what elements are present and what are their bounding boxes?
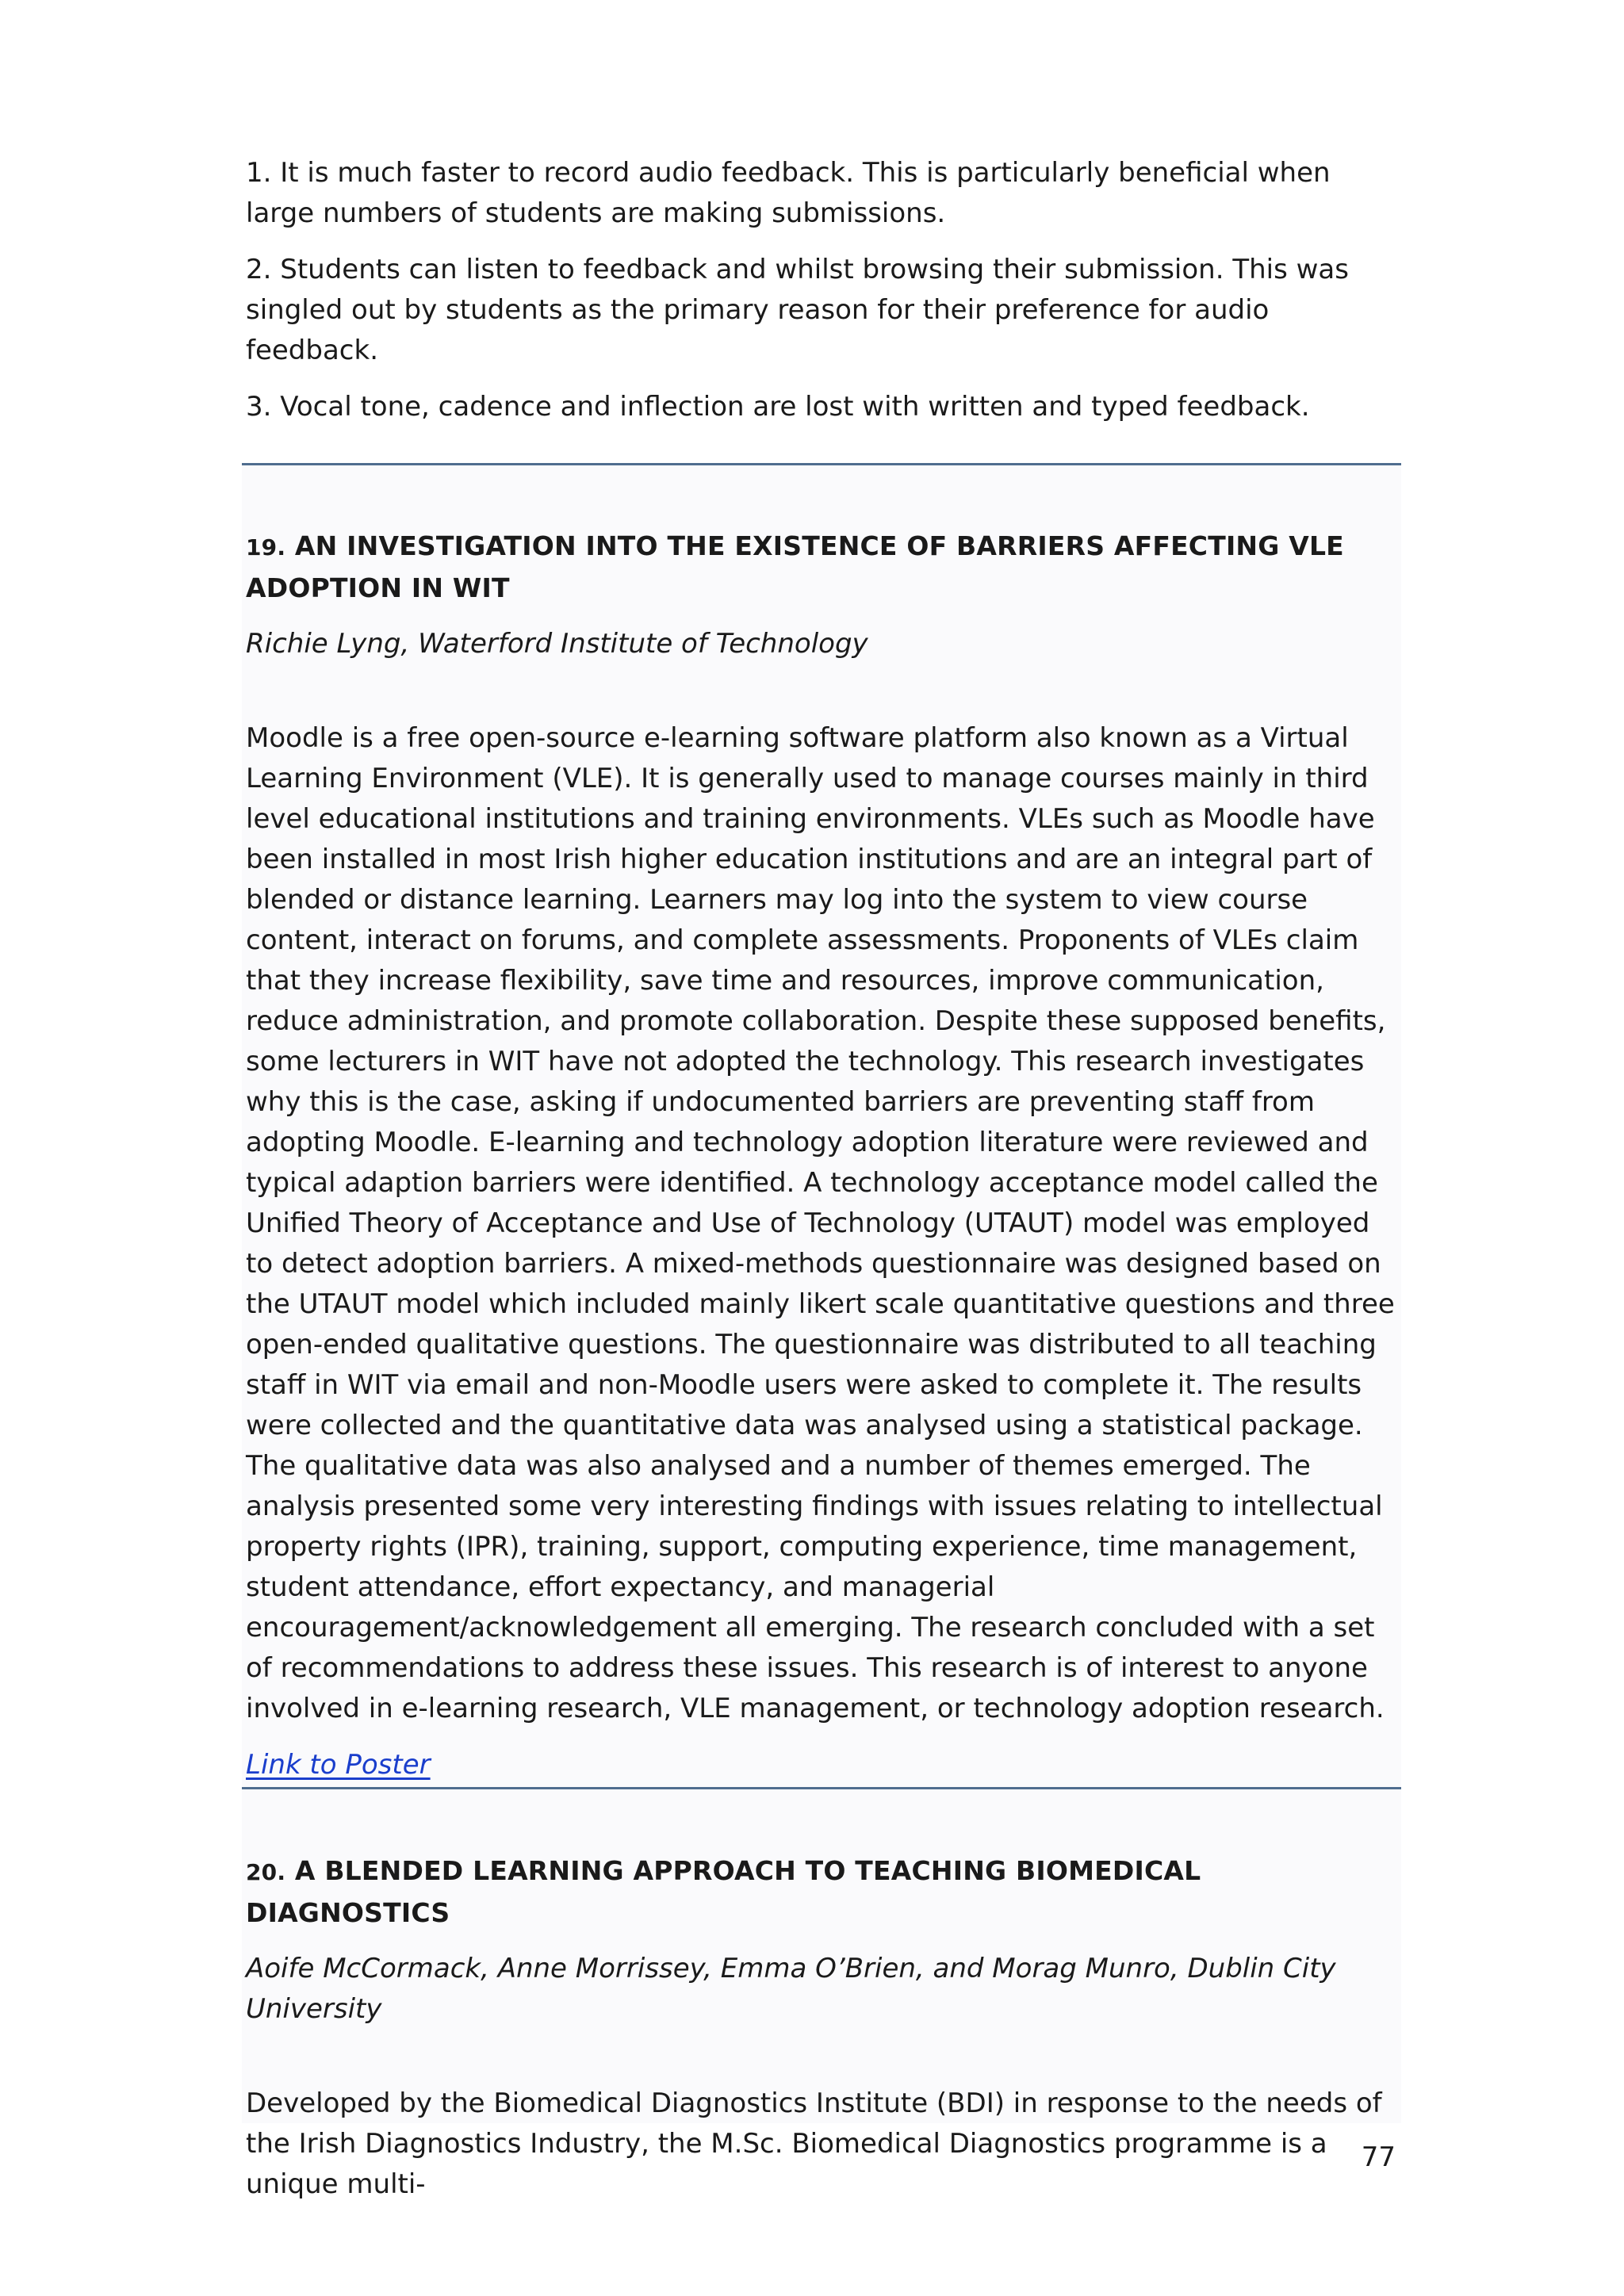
section-title: A BLENDED LEARNING APPROACH TO TEACHING BIOMEDICAL DIAGNOSTICS — [246, 1855, 1201, 1928]
section-abstract: Developed by the Biomedical Diagnostics Institute (BDI) in response to the needs of the Irish Diagnostics Industry, the M.Sc. Biomedical Diagnostics programme is a unique multi- — [246, 2087, 1382, 2200]
section-19 — [246, 526, 1404, 1785]
list-item: 3. Vocal tone, cadence and inflection are lost with written and typed feedback. — [246, 391, 1310, 423]
feedback-benefits-list — [246, 153, 1404, 443]
section-divider — [242, 463, 1401, 465]
section-number: 20. — [246, 1859, 286, 1885]
section-divider — [242, 1787, 1401, 1789]
page-number: 77 — [1361, 2141, 1396, 2173]
list-item: 2. Students can listen to feedback and whilst browsing their submission. This was singled out by students as the primary reason for their preference for audio feedback. — [246, 254, 1349, 366]
poster-link[interactable]: Link to Poster — [246, 1749, 431, 1781]
section-20 — [246, 1850, 1404, 2205]
section-authors: Aoife McCormack, Anne Morrissey, Emma O’Brien, and Morag Munro, Dublin City University — [246, 1953, 1336, 2025]
section-abstract: Moodle is a free open-source e-learning software platform also known as a Virtual Learning Environment (VLE). It is generally used to manage courses mainly in third level educational institutions and training environments. VLEs such as Moodle have been installed in most Irish higher education institutions and are an integral part of blended or distance learning. Learners may log into the system to view course content, interact on forums, and complete assessments. Proponents of VLEs claim that they increase flexibility, save time and resources, improve communication, reduce administration, and promote collaboration. Despite these supposed benefits, some lecturers in WIT have not adopted the technology. This research investigates why this is the case, asking if undocumented barriers are preventing staff from adopting Moodle. E-learning and technology adoption literature were reviewed and typical adaption barriers were identified. A technology acceptance model called the Unified Theory of Acceptance and Use of Technology (UTAUT) model was employed to detect adoption barriers. A mixed-methods questionnaire was designed based on the UTAUT model which included mainly likert scale quantitative questions and three open-ended qualitative questions. The questionnaire was distributed to all teaching staff in WIT via email and non-Moodle users were asked to complete it. The results were collected and the quantitative data was analysed using a statistical package. The qualitative data was also analysed and a number of themes emerged. The analysis presented some very interesting findings with issues relating to intellectual property rights (IPR), training, support, computing experience, time management, student attendance, effort expectancy, and managerial encouragement/acknowledgement all emerging. The research concluded with a set of recommendations to address these issues. This research is of interest to anyone involved in e-learning research, VLE management, or technology adoption research. — [246, 722, 1395, 1724]
section-number: 19. — [246, 534, 286, 561]
section-authors: Richie Lyng, Waterford Institute of Technology — [246, 628, 868, 660]
section-title: AN INVESTIGATION INTO THE EXISTENCE OF BARRIERS AFFECTING VLE ADOPTION IN WIT — [246, 530, 1344, 603]
section-heading — [246, 526, 1404, 608]
section-heading — [246, 1850, 1404, 1933]
list-item: 1. It is much faster to record audio feedback. This is particularly beneficial when large numbers of students are making submissions. — [246, 157, 1331, 229]
